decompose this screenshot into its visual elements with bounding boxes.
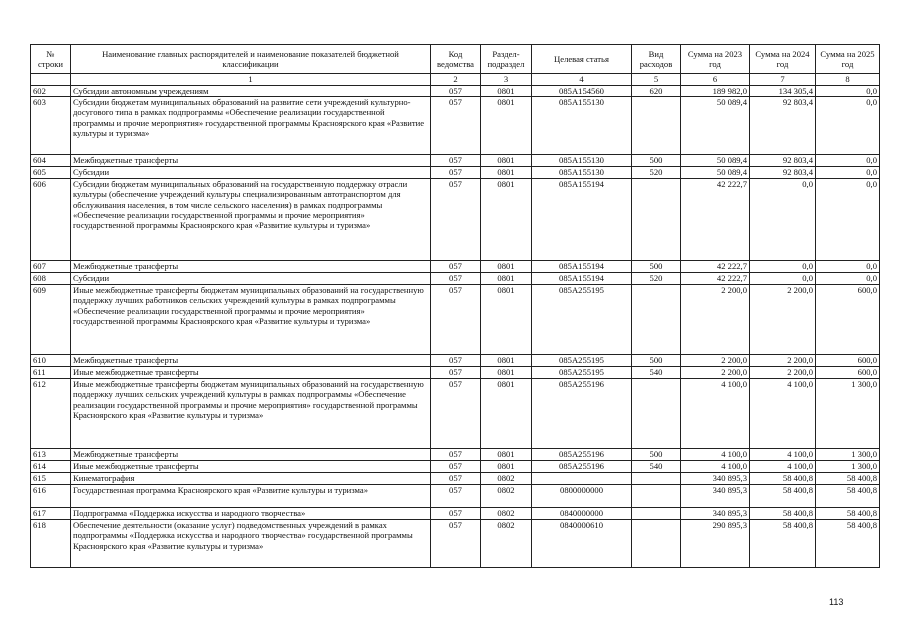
row-dept-code: 057 xyxy=(431,379,481,449)
row-dept-code: 057 xyxy=(431,97,481,155)
row-expense-type xyxy=(632,179,681,261)
row-sum-2023: 50 089,4 xyxy=(681,97,750,155)
table-row xyxy=(31,449,880,461)
row-section: 0801 xyxy=(481,97,532,155)
header-num-empty xyxy=(31,74,71,86)
header-sum-2025: Сумма на 2025 год xyxy=(816,45,880,74)
row-number: 607 xyxy=(31,261,71,273)
table-row xyxy=(31,508,880,520)
row-section: 0801 xyxy=(481,86,532,97)
row-sum-2024: 92 803,4 xyxy=(750,97,816,155)
row-sum-2025: 0,0 xyxy=(816,155,880,167)
row-sum-2023: 340 895,3 xyxy=(681,508,750,520)
row-dept-code: 057 xyxy=(431,273,481,285)
row-sum-2024: 4 100,0 xyxy=(750,379,816,449)
row-number: 602 xyxy=(31,86,71,97)
row-sum-2024: 58 400,8 xyxy=(750,473,816,485)
row-sum-2024: 0,0 xyxy=(750,261,816,273)
row-sum-2023: 340 895,3 xyxy=(681,485,750,508)
row-sum-2025: 1 300,0 xyxy=(816,379,880,449)
row-sum-2025: 58 400,8 xyxy=(816,473,880,485)
table-row xyxy=(31,379,880,449)
row-sum-2024: 58 400,8 xyxy=(750,485,816,508)
row-name: Обеспечение деятельности (оказание услуг) подведомственных учреждений в рамках подпрограммы «Поддержка искусства и народного творчества» государственной программы Красноярского края «Развитие культуры и туризма» xyxy=(71,520,431,568)
row-dept-code: 057 xyxy=(431,461,481,473)
row-dept-code: 057 xyxy=(431,485,481,508)
row-sum-2023: 2 200,0 xyxy=(681,355,750,367)
row-number: 609 xyxy=(31,285,71,355)
row-expense-type: 500 xyxy=(632,355,681,367)
header-section: Раздел-подраздел xyxy=(481,45,532,74)
row-dept-code: 057 xyxy=(431,473,481,485)
row-sum-2024: 4 100,0 xyxy=(750,449,816,461)
row-target-article xyxy=(532,473,632,485)
header-name: Наименование главных распорядителей и наименование показателей бюджетной классификации xyxy=(71,45,431,74)
table-row xyxy=(31,97,880,155)
header-row-no: № строки xyxy=(31,45,71,74)
row-number: 608 xyxy=(31,273,71,285)
table-row xyxy=(31,285,880,355)
row-number: 603 xyxy=(31,97,71,155)
header-num-8: 8 xyxy=(816,74,880,86)
row-sum-2025: 58 400,8 xyxy=(816,508,880,520)
row-section: 0802 xyxy=(481,485,532,508)
header-num-6: 6 xyxy=(681,74,750,86)
table-row xyxy=(31,461,880,473)
row-section: 0802 xyxy=(481,473,532,485)
row-target-article: 085А155130 xyxy=(532,97,632,155)
header-num-2: 2 xyxy=(431,74,481,86)
row-sum-2025: 58 400,8 xyxy=(816,485,880,508)
header-num-1: 1 xyxy=(71,74,431,86)
row-sum-2023: 42 222,7 xyxy=(681,179,750,261)
row-sum-2025: 0,0 xyxy=(816,97,880,155)
table-row xyxy=(31,355,880,367)
row-sum-2025: 0,0 xyxy=(816,179,880,261)
row-expense-type xyxy=(632,473,681,485)
row-target-article: 085А255196 xyxy=(532,449,632,461)
row-sum-2023: 4 100,0 xyxy=(681,461,750,473)
header-dept-code: Код ведомства xyxy=(431,45,481,74)
row-expense-type: 520 xyxy=(632,167,681,179)
row-section: 0802 xyxy=(481,520,532,568)
row-sum-2024: 92 803,4 xyxy=(750,155,816,167)
row-section: 0801 xyxy=(481,449,532,461)
row-name: Субсидии бюджетам муниципальных образований на развитие сети учреждений культурно-досугового типа в рамках подпрограммы «Обеспечение реализации государственной программы и прочие мероприятия» государственной программы Красноярского края «Развитие культуры и туризма» xyxy=(71,97,431,155)
row-name: Иные межбюджетные трансферты xyxy=(71,461,431,473)
row-sum-2024: 58 400,8 xyxy=(750,508,816,520)
row-name: Иные межбюджетные трансферты бюджетам муниципальных образований на государственную поддержку лучших сельских учреждений культуры в рамках подпрограммы «Обеспечение реализации государственной программы и прочие мероприятия» государственной программы Красноярского края «Развитие культуры и туризма» xyxy=(71,379,431,449)
row-dept-code: 057 xyxy=(431,167,481,179)
row-expense-type xyxy=(632,379,681,449)
row-target-article: 0800000000 xyxy=(532,485,632,508)
row-sum-2023: 42 222,7 xyxy=(681,273,750,285)
row-sum-2025: 0,0 xyxy=(816,167,880,179)
row-dept-code: 057 xyxy=(431,86,481,97)
row-target-article: 085А155130 xyxy=(532,167,632,179)
row-sum-2025: 600,0 xyxy=(816,285,880,355)
row-section: 0801 xyxy=(481,167,532,179)
row-name: Межбюджетные трансферты xyxy=(71,261,431,273)
row-number: 618 xyxy=(31,520,71,568)
row-dept-code: 057 xyxy=(431,367,481,379)
table-row xyxy=(31,485,880,508)
table-row xyxy=(31,367,880,379)
row-section: 0801 xyxy=(481,367,532,379)
table-row xyxy=(31,261,880,273)
table-header xyxy=(31,45,880,86)
row-sum-2024: 2 200,0 xyxy=(750,367,816,379)
row-name: Подпрограмма «Поддержка искусства и народного творчества» xyxy=(71,508,431,520)
budget-table-sheet xyxy=(30,44,879,568)
row-sum-2024: 58 400,8 xyxy=(750,520,816,568)
row-sum-2023: 4 100,0 xyxy=(681,379,750,449)
row-name: Кинематография xyxy=(71,473,431,485)
header-sum-2024: Сумма на 2024 год xyxy=(750,45,816,74)
row-target-article: 085А255195 xyxy=(532,285,632,355)
row-sum-2025: 600,0 xyxy=(816,367,880,379)
row-target-article: 085А155130 xyxy=(532,155,632,167)
row-name: Государственная программа Красноярского края «Развитие культуры и туризма» xyxy=(71,485,431,508)
table-row xyxy=(31,520,880,568)
row-target-article: 085А255196 xyxy=(532,379,632,449)
row-section: 0801 xyxy=(481,285,532,355)
row-sum-2023: 50 089,4 xyxy=(681,167,750,179)
row-number: 616 xyxy=(31,485,71,508)
row-number: 606 xyxy=(31,179,71,261)
row-dept-code: 057 xyxy=(431,155,481,167)
row-sum-2023: 42 222,7 xyxy=(681,261,750,273)
row-dept-code: 057 xyxy=(431,285,481,355)
row-dept-code: 057 xyxy=(431,449,481,461)
table-row xyxy=(31,473,880,485)
row-number: 614 xyxy=(31,461,71,473)
table-row xyxy=(31,155,880,167)
row-sum-2023: 50 089,4 xyxy=(681,155,750,167)
row-dept-code: 057 xyxy=(431,520,481,568)
row-target-article: 085А255195 xyxy=(532,367,632,379)
header-num-7: 7 xyxy=(750,74,816,86)
row-section: 0801 xyxy=(481,461,532,473)
header-num-4: 4 xyxy=(532,74,632,86)
row-target-article: 085А155194 xyxy=(532,179,632,261)
row-expense-type: 500 xyxy=(632,261,681,273)
row-sum-2024: 2 200,0 xyxy=(750,285,816,355)
row-name: Иные межбюджетные трансферты xyxy=(71,367,431,379)
row-dept-code: 057 xyxy=(431,508,481,520)
row-name: Субсидии xyxy=(71,273,431,285)
row-number: 604 xyxy=(31,155,71,167)
row-target-article: 085А255196 xyxy=(532,461,632,473)
header-target-article: Целевая статья xyxy=(532,45,632,74)
row-section: 0801 xyxy=(481,355,532,367)
header-num-3: 3 xyxy=(481,74,532,86)
row-sum-2024: 134 305,4 xyxy=(750,86,816,97)
row-number: 610 xyxy=(31,355,71,367)
row-expense-type: 540 xyxy=(632,461,681,473)
row-sum-2024: 2 200,0 xyxy=(750,355,816,367)
row-expense-type: 500 xyxy=(632,155,681,167)
table-body xyxy=(31,86,880,568)
table-row xyxy=(31,86,880,97)
row-expense-type xyxy=(632,485,681,508)
row-sum-2023: 189 982,0 xyxy=(681,86,750,97)
row-dept-code: 057 xyxy=(431,179,481,261)
row-name: Иные межбюджетные трансферты бюджетам муниципальных образований на государственную поддержку лучших работников сельских учреждений культуры в рамках подпрограммы «Обеспечение реализации государственной программы и прочие мероприятия» государственной программы Красноярского края «Развитие культуры и туризма» xyxy=(71,285,431,355)
row-number: 617 xyxy=(31,508,71,520)
row-target-article: 085А155194 xyxy=(532,261,632,273)
row-target-article: 0840000610 xyxy=(532,520,632,568)
row-sum-2024: 0,0 xyxy=(750,273,816,285)
row-target-article: 085А155194 xyxy=(532,273,632,285)
row-section: 0801 xyxy=(481,273,532,285)
row-sum-2024: 92 803,4 xyxy=(750,167,816,179)
row-expense-type: 500 xyxy=(632,449,681,461)
row-sum-2025: 0,0 xyxy=(816,261,880,273)
row-sum-2024: 4 100,0 xyxy=(750,461,816,473)
row-dept-code: 057 xyxy=(431,355,481,367)
row-target-article: 0840000000 xyxy=(532,508,632,520)
page-number: 113 xyxy=(829,597,844,607)
row-sum-2025: 0,0 xyxy=(816,86,880,97)
row-number: 615 xyxy=(31,473,71,485)
row-sum-2025: 58 400,8 xyxy=(816,520,880,568)
row-section: 0802 xyxy=(481,508,532,520)
row-section: 0801 xyxy=(481,155,532,167)
row-number: 613 xyxy=(31,449,71,461)
row-number: 612 xyxy=(31,379,71,449)
row-name: Межбюджетные трансферты xyxy=(71,355,431,367)
row-expense-type xyxy=(632,285,681,355)
header-expense-type: Вид расходов xyxy=(632,45,681,74)
table-row xyxy=(31,179,880,261)
row-expense-type xyxy=(632,520,681,568)
row-number: 611 xyxy=(31,367,71,379)
row-section: 0801 xyxy=(481,261,532,273)
row-expense-type xyxy=(632,97,681,155)
row-expense-type: 520 xyxy=(632,273,681,285)
row-section: 0801 xyxy=(481,179,532,261)
table-row xyxy=(31,167,880,179)
row-name: Субсидии бюджетам муниципальных образований на государственную поддержку отрасли культуры (обеспечение учреждений культуры специализированным автотранспортом для обслуживания населения, в том числе сельского населения) в рамках подпрограммы «Обеспечение реализации государственной программы и прочие мероприятия» государственной программы Красноярского края «Развитие культуры и туризма» xyxy=(71,179,431,261)
row-sum-2023: 340 895,3 xyxy=(681,473,750,485)
row-name: Межбюджетные трансферты xyxy=(71,155,431,167)
row-dept-code: 057 xyxy=(431,261,481,273)
row-expense-type: 620 xyxy=(632,86,681,97)
header-sum-2023: Сумма на 2023 год xyxy=(681,45,750,74)
row-section: 0801 xyxy=(481,379,532,449)
row-expense-type xyxy=(632,508,681,520)
row-number: 605 xyxy=(31,167,71,179)
table-row xyxy=(31,273,880,285)
row-name: Субсидии xyxy=(71,167,431,179)
row-sum-2025: 0,0 xyxy=(816,273,880,285)
row-sum-2023: 2 200,0 xyxy=(681,285,750,355)
row-target-article: 085А154560 xyxy=(532,86,632,97)
row-sum-2023: 290 895,3 xyxy=(681,520,750,568)
row-name: Межбюджетные трансферты xyxy=(71,449,431,461)
row-target-article: 085А255195 xyxy=(532,355,632,367)
row-sum-2024: 0,0 xyxy=(750,179,816,261)
row-name: Субсидии автономным учреждениям xyxy=(71,86,431,97)
row-sum-2025: 1 300,0 xyxy=(816,461,880,473)
row-sum-2023: 2 200,0 xyxy=(681,367,750,379)
row-sum-2025: 600,0 xyxy=(816,355,880,367)
row-sum-2025: 1 300,0 xyxy=(816,449,880,461)
row-sum-2023: 4 100,0 xyxy=(681,449,750,461)
budget-table xyxy=(30,44,880,568)
row-expense-type: 540 xyxy=(632,367,681,379)
header-num-5: 5 xyxy=(632,74,681,86)
